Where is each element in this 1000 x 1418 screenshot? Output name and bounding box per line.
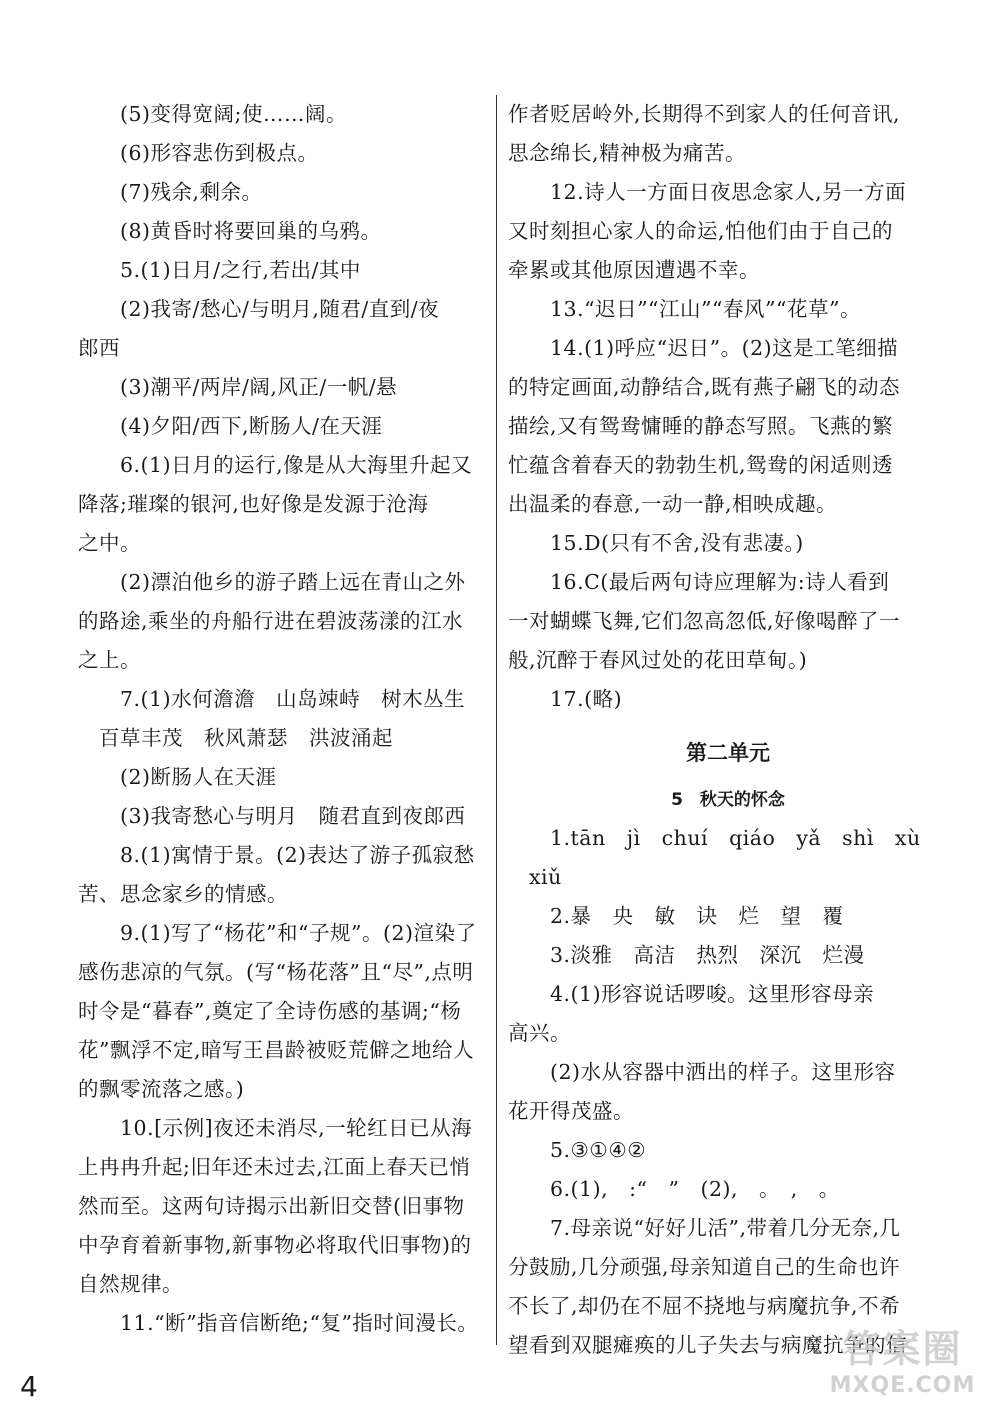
left-column xyxy=(78,95,488,1343)
answer-line: (3)潮平/两岸/阔,风正/一帆/悬 xyxy=(120,375,398,399)
answer-line: 8.(1)寓情于景。(2)表达了游子孤寂愁 xyxy=(120,843,475,867)
answer-line: 般,沉醉于春风过处的花田草甸。) xyxy=(508,648,808,672)
answer-line: 百草丰茂 秋风萧瑟 洪波涌起 xyxy=(78,726,393,750)
answer-line: 13.“迟日”“江山”“春风”“花草”。 xyxy=(550,297,861,321)
answer-line: 花开得茂盛。 xyxy=(508,1099,634,1123)
answer-line: 6.(1)日月的运行,像是从大海里升起又 xyxy=(120,453,473,477)
answer-line: 苦、思念家乡的情感。 xyxy=(78,882,288,906)
answer-line: 中孕育着新事物,新事物必将取代旧事物)的 xyxy=(78,1233,472,1257)
answer-line: 望看到双腿瘫痪的儿子失去与病魔抗争的信 xyxy=(508,1333,907,1357)
answer-line: 又时刻担心家人的命运,怕他们由于自己的 xyxy=(508,219,894,243)
answer-line: 6.(1), :“ ” (2), 。 , 。 xyxy=(550,1177,840,1201)
answer-line: (6)形容悲伤到极点。 xyxy=(120,141,319,165)
answer-line: 之中。 xyxy=(78,531,141,555)
answer-line: 出温柔的春意,一动一静,相映成趣。 xyxy=(508,492,838,516)
answer-line: 高兴。 xyxy=(508,1021,571,1045)
answer-line: 5.③①④② xyxy=(550,1138,647,1162)
unit-heading: 第二单元 xyxy=(686,741,770,765)
answer-line: (2)断肠人在天涯 xyxy=(120,765,277,789)
answer-line: (7)残余,剩余。 xyxy=(120,180,263,204)
answer-line: 花”飘浮不定,暗写王昌龄被贬荒僻之地给人 xyxy=(78,1038,474,1062)
answer-line: (3)我寄愁心与明月 随君直到夜郎西 xyxy=(120,804,466,828)
answer-line: 14.(1)呼应“迟日”。(2)这是工笔细描 xyxy=(550,336,899,360)
answer-line: 15.D(只有不舍,没有悲凄。) xyxy=(550,531,804,555)
answer-line: 1.tān jì chuí qiáo yǎ shì xù xyxy=(550,826,921,850)
answer-line: 上冉冉升起;旧年还未过去,江面上春天已悄 xyxy=(78,1155,471,1179)
answer-line: 的飘零流落之感。) xyxy=(78,1077,245,1101)
answer-line: 忙蕴含着春天的勃勃生机,鸳鸯的闲适则透 xyxy=(508,453,894,477)
answer-line: 12.诗人一方面日夜思念家人,另一方面 xyxy=(550,180,907,204)
answer-line: 的路途,乘坐的舟船行进在碧波荡漾的江水 xyxy=(78,609,464,633)
answer-line: (8)黄昏时将要回巢的乌鸦。 xyxy=(120,219,382,243)
answer-line: 5.(1)日月/之行,若出/其中 xyxy=(120,258,361,282)
answer-line: 的特定画面,动静结合,既有燕子翩飞的动态 xyxy=(508,375,901,399)
answer-line: 10.[示例]夜还未消尽,一轮红日已从海 xyxy=(120,1116,473,1140)
answer-line: (5)变得宽阔;使……阔。 xyxy=(120,102,347,126)
answer-line: 作者贬居岭外,长期得不到家人的任何音讯, xyxy=(508,102,901,126)
answer-line: (4)夕阳/西下,断肠人/在天涯 xyxy=(120,414,383,438)
watermark-text: MXQE.COM xyxy=(829,1373,976,1398)
answer-line: 3.淡雅 高洁 热烈 深沉 烂漫 xyxy=(550,943,865,967)
answer-line: xiǔ xyxy=(508,865,562,889)
watermark-logo xyxy=(820,1325,985,1405)
watermark-mark: 答案圈 xyxy=(842,1327,963,1371)
answer-line: 感伤悲凉的气氛。(写“杨花落”且“尽”,点明 xyxy=(78,960,474,984)
answer-line: 郎西 xyxy=(78,336,120,360)
answer-line: 一对蝴蝶飞舞,它们忽高忽低,好像喝醉了一 xyxy=(508,609,901,633)
answer-line: 不长了,却仍在不屈不挠地与病魔抗争,不希 xyxy=(508,1294,901,1318)
page-number: 4 xyxy=(20,1370,38,1403)
answer-line: 2.暴 央 敏 诀 烂 望 覆 xyxy=(550,904,844,928)
answer-line: 之上。 xyxy=(78,648,141,672)
answer-line: 时令是“暮春”,奠定了全诗伤感的基调;“杨 xyxy=(78,999,462,1023)
answer-line: 7.母亲说“好好儿活”,带着几分无奈,几 xyxy=(550,1216,901,1240)
answer-line: 16.C(最后两句诗应理解为:诗人看到 xyxy=(550,570,890,594)
answer-line: 自然规律。 xyxy=(78,1272,183,1296)
answer-line: 分鼓励,几分顽强,母亲知道自己的生命也许 xyxy=(508,1255,901,1279)
answer-line: (2)水从容器中洒出的样子。这里形容 xyxy=(550,1060,896,1084)
answer-line: 17.(略) xyxy=(550,687,623,711)
answer-line: 4.(1)形容说话啰唆。这里形容母亲 xyxy=(550,982,875,1006)
answer-line: 7.(1)水何澹澹 山岛竦峙 树木丛生 xyxy=(120,687,466,711)
answer-line: 降落;璀璨的银河,也好像是发源于沧海 xyxy=(78,492,429,516)
answer-line: 然而至。这两句诗揭示出新旧交替(旧事物 xyxy=(78,1194,465,1218)
answer-line: 牵累或其他原因遭遇不幸。 xyxy=(508,258,760,282)
answer-line: 11.“断”指音信断绝;“复”指时间漫长。 xyxy=(120,1311,479,1335)
answer-line: 思念绵长,精神极为痛苦。 xyxy=(508,141,747,165)
answer-line: 描绘,又有鸳鸯慵睡的静态写照。飞燕的繁 xyxy=(508,414,894,438)
right-column xyxy=(508,95,948,1365)
column-divider xyxy=(496,95,497,1345)
answer-line: 9.(1)写了“杨花”和“子规”。(2)渲染了 xyxy=(120,921,477,945)
lesson-heading: 5 秋天的怀念 xyxy=(671,790,785,810)
answer-line: (2)漂泊他乡的游子踏上远在青山之外 xyxy=(120,570,466,594)
answer-line: (2)我寄/愁心/与明月,随君/直到/夜 xyxy=(120,297,440,321)
